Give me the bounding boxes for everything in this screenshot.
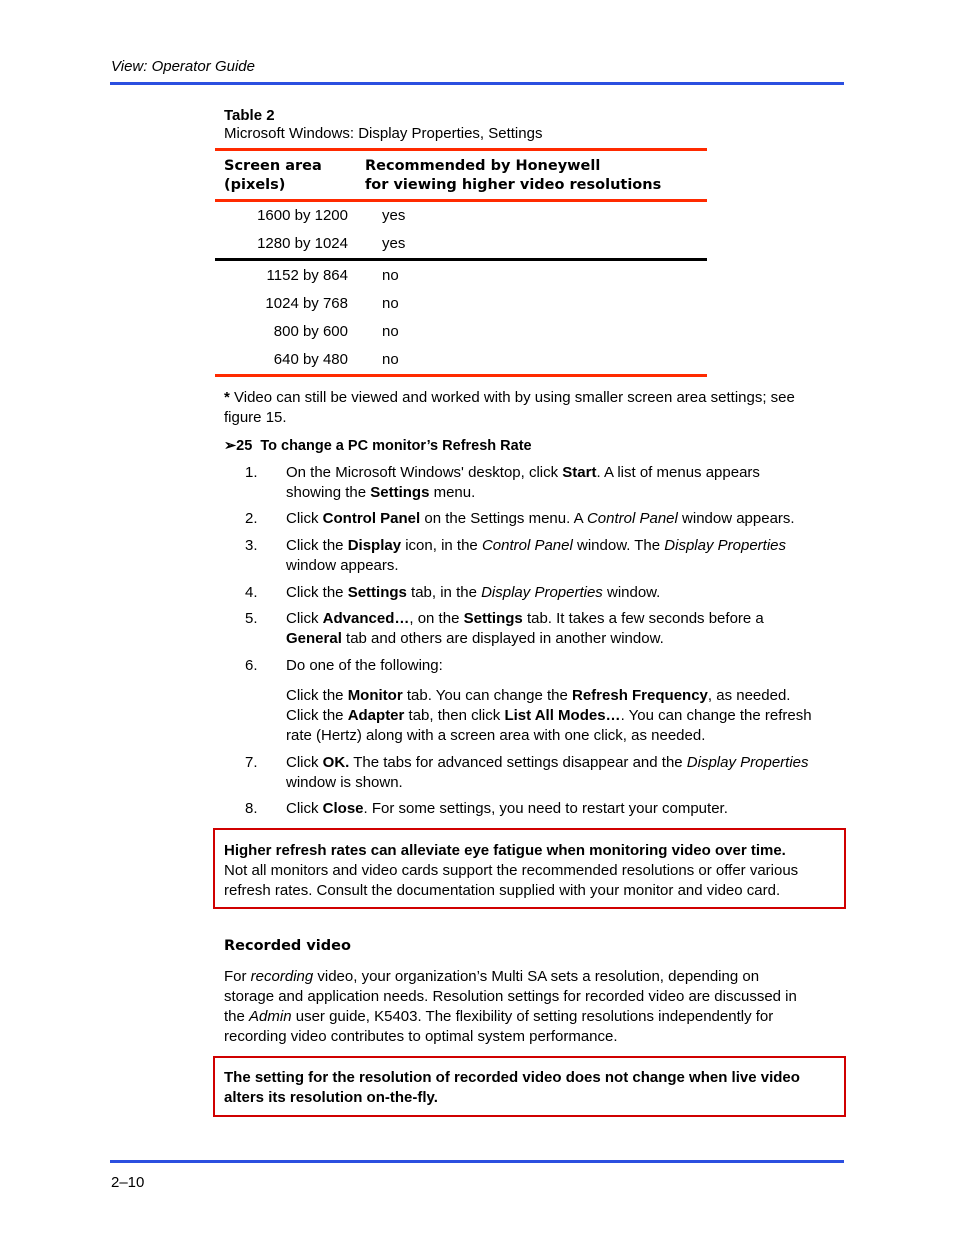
page-number: 2–10	[111, 1174, 145, 1191]
step-number: 3.	[245, 537, 258, 554]
table-group-rule	[215, 258, 707, 261]
column-header-screen-area: Screen area (pixels)	[224, 158, 322, 193]
step-number: 7.	[245, 754, 258, 771]
step-text: On the Microsoft Windows' desktop, click Start. A list of menus appears showing the Settings menu.	[286, 464, 760, 501]
table-cell-recommended: yes	[382, 235, 406, 252]
table-cell-area: 1600 by 1200	[257, 207, 348, 224]
column-header-recommended: Recommended by Honeywell for viewing higher video resolutions	[365, 158, 662, 193]
step-number: 1.	[245, 464, 258, 481]
table-bottom-rule	[215, 374, 707, 377]
step-text: Click the Settings tab, in the Display Properties window.	[286, 584, 661, 601]
table-caption: Microsoft Windows: Display Properties, Settings	[224, 125, 543, 142]
procedure-heading: ➢25 To change a PC monitor’s Refresh Rate	[224, 438, 532, 454]
table-cell-area: 640 by 480	[273, 351, 348, 368]
table-cell-area: 1024 by 768	[265, 295, 348, 312]
footer-rule	[110, 1160, 844, 1163]
step-text: Click the Display icon, in the Control Panel window. The Display Properties window appears.	[286, 537, 786, 574]
table-cell-recommended: yes	[382, 207, 406, 224]
table-cell-recommended: no	[382, 267, 399, 284]
table-cell-area: 800 by 600	[273, 323, 348, 340]
step-number: 2.	[245, 510, 258, 527]
table-number: Table 2	[224, 107, 275, 124]
warning-box-refresh: Higher refresh rates can alleviate eye fatigue when monitoring video over time. Not all monitors and video cards support the recommended resolutions or offer various refresh rates. Consult the documentation supplied with your monitor and video card.	[213, 828, 846, 909]
table-header-rule	[215, 199, 707, 202]
header-rule	[110, 82, 844, 85]
table-cell-recommended: no	[382, 323, 399, 340]
step-number: 4.	[245, 584, 258, 601]
procedure-marker: ➢25	[224, 438, 253, 454]
step-sub-options: Click the Monitor tab. You can change the Refresh Frequency, as needed. Click the Adapter tab, then click List All Modes…. You can change the refresh rate (Hertz) along with a screen area with one click, as needed.	[286, 687, 812, 744]
step-text: Click Control Panel on the Settings menu. A Control Panel window appears.	[286, 510, 795, 527]
step-text: Click OK. The tabs for advanced settings disappear and the Display Properties window is shown.	[286, 754, 809, 791]
step-text: Click Advanced…, on the Settings tab. It takes a few seconds before a General tab and others are displayed in another window.	[286, 610, 764, 647]
step-number: 6.	[245, 657, 258, 674]
table-top-rule	[215, 148, 707, 151]
step-number: 5.	[245, 610, 258, 627]
table-cell-area: 1280 by 1024	[257, 235, 348, 252]
section-heading-recorded-video: Recorded video	[224, 938, 351, 954]
step-text: Click Close. For some settings, you need to restart your computer.	[286, 800, 728, 817]
recorded-video-paragraph: For recording video, your organization’s Multi SA sets a resolution, depending on storage and application needs. Resolution settings for recorded video are discussed in the Admin user guide, K5403. The flexibility of setting resolutions independently for recording video contributes to optimal system performance.	[224, 968, 797, 1045]
step-text: Do one of the following:	[286, 657, 443, 674]
table-cell-area: 1152 by 864	[266, 267, 348, 284]
table-cell-recommended: no	[382, 351, 399, 368]
warning-box-recorded: The setting for the resolution of recorded video does not change when live video alters its resolution on-the-fly.	[213, 1056, 846, 1117]
running-header: View: Operator Guide	[111, 58, 255, 75]
table-footnote: * Video can still be viewed and worked with by using smaller screen area settings; see figure 15.	[224, 389, 795, 426]
table-cell-recommended: no	[382, 295, 399, 312]
step-number: 8.	[245, 800, 258, 817]
